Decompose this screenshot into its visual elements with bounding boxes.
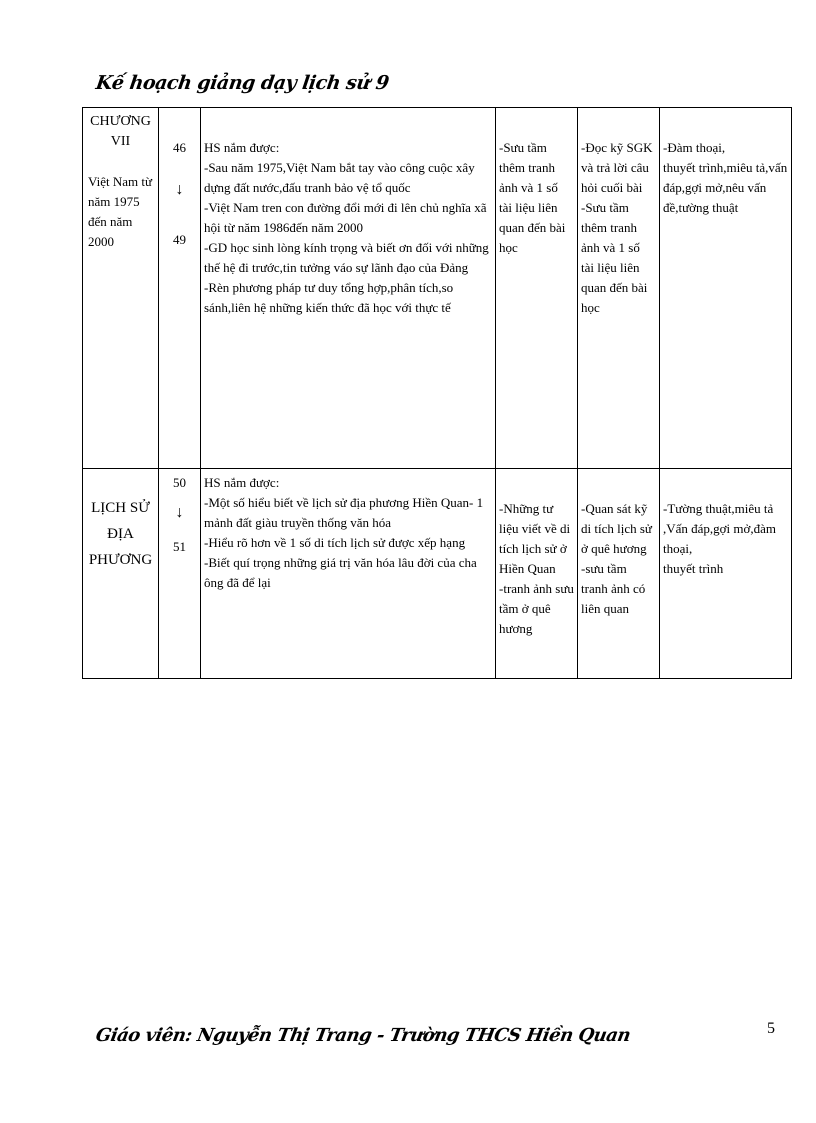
teacher-prep-cell [496,469,578,679]
chapter-title: CHƯƠNG VII [90,114,151,149]
chapter-cell [83,108,159,469]
page-number: 5 [767,1020,775,1037]
teacher-signature: Giáo viên: Nguyễn Thị Trang - Trường THCS Hiền Quan [94,1025,632,1046]
methods-line: -Tường thuật,miêu tả ,Vấn đáp,gợi mở,đàm thoại, [663,501,777,556]
chapter-title: LỊCH SỬ ĐỊA PHƯƠNG [88,500,153,568]
period-start: 46 [173,140,186,155]
objective-line: -Việt Nam tren con đường đổi mới đi lên chủ nghĩa xã hội từ năm 1986đến năm 2000 [204,200,487,235]
period-end: 51 [173,539,186,554]
objective-line: -GD học sinh lòng kính trọng và biết ơn đối với những thế hệ đi trước,tin tưởng váo sự lãnh đạo của Đảng [204,240,489,275]
period-start: 50 [173,475,186,490]
objective-line: HS nắm được: [204,140,280,155]
teacher-prep-line: -Sưu tầm thêm tranh ảnh và 1 số tài liệu liên quan đến bài học [499,140,566,255]
student-prep-line: -sưu tầm tranh ảnh có liên quan [581,561,646,616]
table-row [83,469,792,679]
student-prep-line: -Đọc kỹ SGK và trả lời câu hỏi cuối bài [581,140,653,195]
period-end: 49 [173,232,186,247]
objective-line: -Sau năm 1975,Việt Nam bắt tay vào công cuộc xây dựng đất nước,đấu tranh bảo vệ tổ quốc [204,160,475,195]
page-header-title: Kế hoạch giảng dạy lịch sử 9 [94,72,391,94]
student-prep-line: -Quan sát kỹ di tích lịch sử ở quê hương [581,501,652,556]
methods-line: thuyết trình [663,561,724,576]
objective-line: -Một số hiểu biết về lịch sử địa phương Hiền Quan- 1 mảnh đất giàu truyền thống văn hóa [204,495,484,530]
objectives-cell [201,108,496,469]
objective-line: -Hiểu rõ hơn về 1 số di tích lịch sử được xếp hạng [204,535,466,550]
lesson-plan-table [82,107,792,679]
methods-line: thuyết trình,miêu tả,vấn đáp,gợi mở,nêu vấn đề,tường thuật [663,160,788,215]
objectives-cell [201,469,496,679]
period-cell [159,108,201,469]
student-prep-cell [578,108,660,469]
teacher-prep-line: -tranh ảnh sưu tầm ở quê hương [499,581,574,636]
objective-line: -Biết quí trọng những giá trị văn hóa lâu đời của cha ông đã để lại [204,555,477,590]
teacher-prep-cell [496,108,578,469]
table-row [83,108,792,469]
period-cell [159,469,201,679]
down-arrow-icon: ↓ [175,181,184,198]
methods-cell [660,108,792,469]
methods-cell [660,469,792,679]
chapter-subtitle: Việt Nam từ năm 1975 đến năm 2000 [88,174,153,249]
teacher-prep-line: -Những tư liệu viết về di tích lịch sử ở Hiền Quan [499,501,571,576]
down-arrow-icon: ↓ [175,504,184,521]
objective-line: HS nắm được: [204,475,280,490]
student-prep-cell [578,469,660,679]
chapter-cell [83,469,159,679]
objective-line: -Rèn phương pháp tư duy tổng hợp,phân tích,so sánh,liên hệ những kiến thức đã học với thực tế [204,280,454,315]
student-prep-line: -Sưu tầm thêm tranh ảnh và 1 số tài liệu liên quan đến bài học [581,200,648,315]
methods-line: -Đàm thoại, [663,140,726,155]
